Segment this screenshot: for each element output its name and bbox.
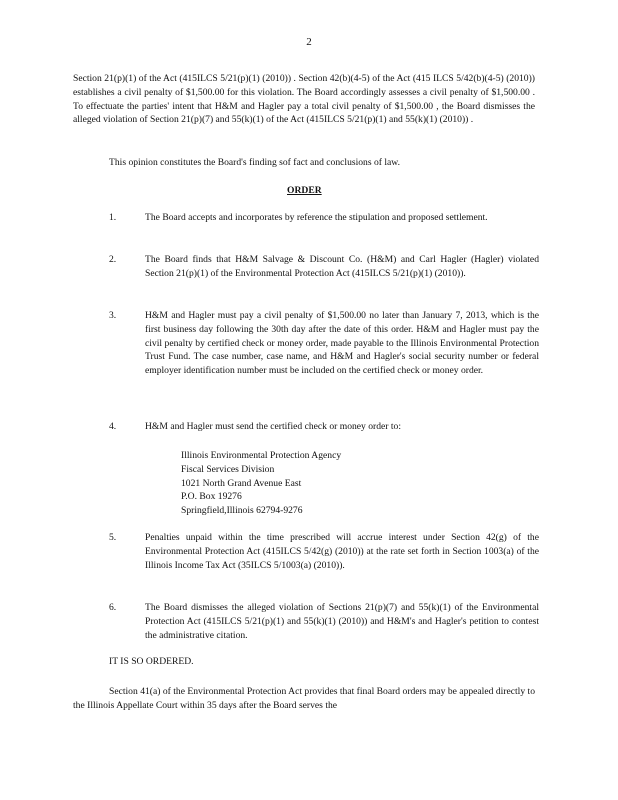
- item-number: 3.: [109, 310, 117, 321]
- item-number: 5.: [109, 532, 117, 543]
- page-number: 2: [306, 36, 312, 48]
- item-text: H&M and Hagler must pay a civil penalty of $1,500.00 no later than January 7, 2013, which is the first business day following the 30th day after the date of this order. H&M and Hagler must pay the civil penalty by certified check or money order, made payable to the Illinois Environmental Protection Trust Fund. The case number, case name, and H&M and Hagler's social security number or federal employer identification number must be included on the certified check or money order.: [145, 310, 539, 377]
- address-line: P.O. Box 19276: [181, 491, 242, 503]
- item-text: The Board accepts and incorporates by reference the stipulation and proposed settlement.: [145, 212, 488, 223]
- address-line: Fiscal Services Division: [181, 463, 275, 475]
- paragraph-findings: This opinion constitutes the Board's finding sof fact and conclusions of law.: [109, 157, 401, 168]
- item-number: 6.: [109, 602, 117, 613]
- item-text: The Board dismisses the alleged violation of Sections 21(p)(7) and 55(k)(1) of the Environmental Protection Act (415ILCS 5/21(p)(1) and 55(k)(1) (2010)) and H&M's and Hagler's petition to contest the administrative citation.: [145, 602, 539, 641]
- address-line: 1021 North Grand Avenue East: [181, 477, 302, 489]
- item-text: H&M and Hagler must send the certified check or money order to:: [145, 421, 402, 432]
- address-line: Illinois Environmental Protection Agency: [181, 450, 342, 461]
- address-line: Springfield,Illinois 62794-9276: [181, 505, 303, 517]
- so-ordered: IT IS SO ORDERED.: [109, 656, 194, 667]
- order-heading: ORDER: [287, 185, 322, 196]
- item-text: Penalties unpaid within the time prescribed will accrue interest under Section 42(g) of the Environmental Protection Act (415ILCS 5/42(g) (2010)) at the rate set forth in Section 1003(a) of the Illinois Income Tax Act (35ILCS 5/1003(a) (2010)).: [145, 532, 539, 571]
- item-number: 4.: [109, 421, 117, 432]
- item-number: 2.: [109, 254, 117, 265]
- paragraph-appeal: Section 41(a) of the Environmental Protection Act provides that final Board orders may be appealed directly to the Illinois Appellate Court within 35 days after the Board serves the: [73, 686, 535, 711]
- item-number: 1.: [109, 212, 117, 223]
- paragraph-penalty: Section 21(p)(1) of the Act (415ILCS 5/21(p)(1) (2010)) . Section 42(b)(4-5) of the Act (415 ILCS 5/42(b)(4-5) (2010)) establishes a civil penalty of $1,500.00 for this violation. The Board accordingly assesses a civil penalty of $1,500.00 . To effectuate the parties' intent that H&M and Hagler pay a total civil penalty of $1,500.00 , the Board dismisses the alleged violation of Section 21(p)(7) and 55(k)(1) of the Act (415ILCS 5/21(p)(1) and 55(k)(1) (2010)) .: [73, 73, 535, 126]
- item-text: The Board finds that H&M Salvage & Discount Co. (H&M) and Carl Hagler (Hagler) violated Section 21(p)(1) of the Environmental Protection Act (415ILCS 5/21(p)(1) (2010)).: [145, 254, 539, 279]
- mailing-address: [181, 449, 341, 518]
